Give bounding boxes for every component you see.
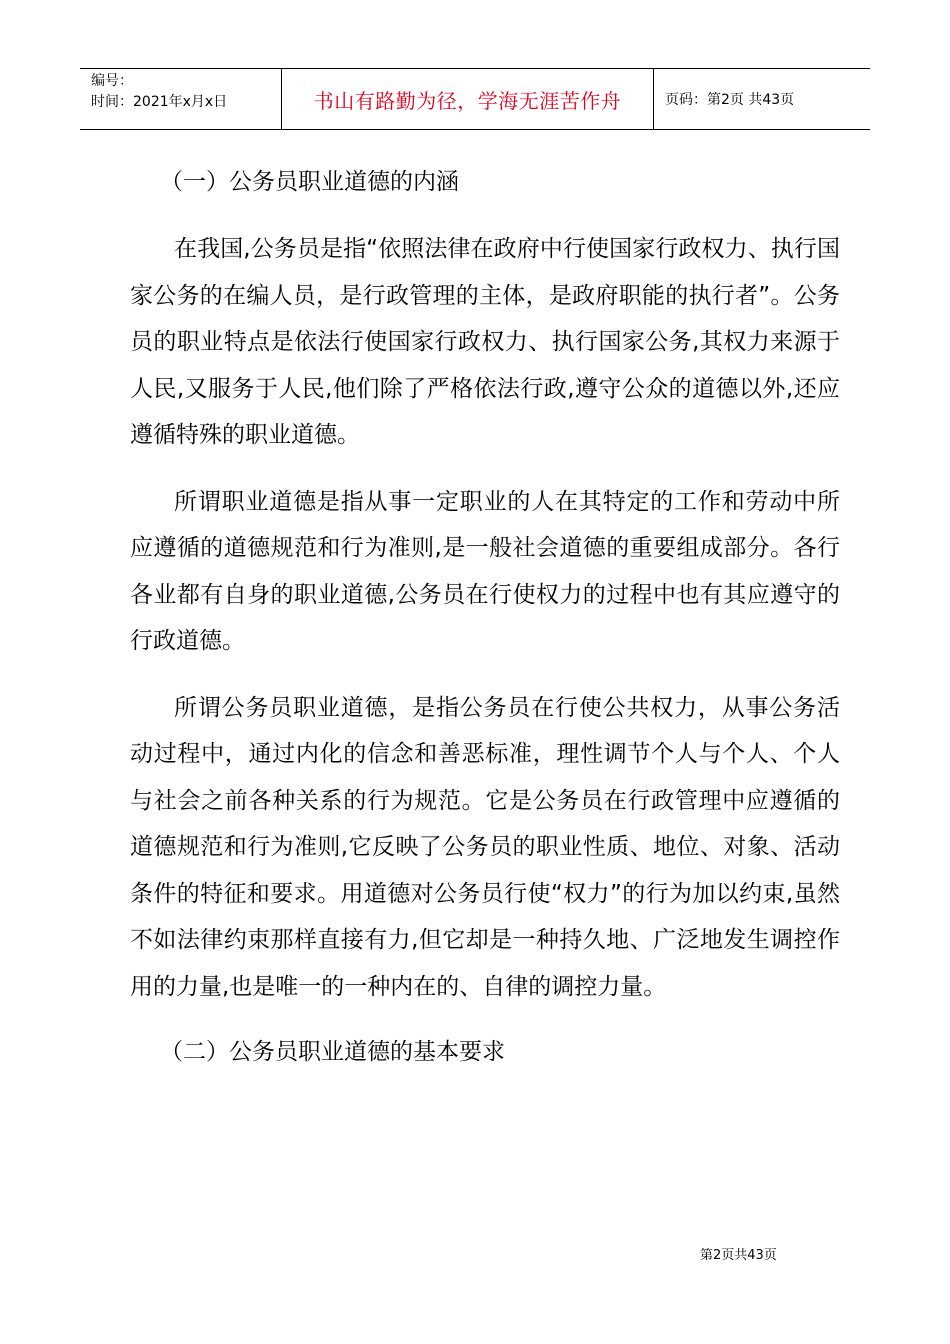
paragraph-3: 所谓公务员职业道德，是指公务员在行使公共权力，从事公务活动过程中，通过内化的信念和善恶标准，理性调节个人与个人、个人与社会之前各种关系的行为规范。它是公务员在行政管理中应遵循的道德规范和行为准则,它反映了公务员的职业性质、地位、对象、活动条件的特征和要求。用道德对公务员行使“权力”的行为加以约束,虽然不如法律约束那样直接有力,但它却是一种持久地、广泛地发生调控作用的力量,也是唯一的一种内在的、自律的调控力量。	[130, 694, 840, 1000]
motto-text: 书山有路勤为径，学海无涯苦作舟	[313, 88, 622, 113]
section-heading-2: （二）公务员职业道德的基本要求	[160, 1039, 505, 1065]
document-body	[130, 160, 840, 1074]
time-label: 时间：2021年x月x日	[91, 94, 228, 110]
header-page-cell	[654, 69, 870, 129]
number-label: 编号：	[91, 73, 133, 89]
section-heading-1: （一）公务员职业道德的内涵	[160, 169, 459, 195]
header-left-cell	[80, 69, 282, 129]
page-info: 页码：第2页 共43页	[665, 92, 795, 108]
header-table	[80, 68, 870, 130]
footer-page-number: 第2页共43页	[700, 1248, 777, 1263]
header-motto-cell	[282, 69, 654, 129]
paragraph-2: 所谓职业道德是指从事一定职业的人在其特定的工作和劳动中所应遵循的道德规范和行为准则,是一般社会道德的重要组成部分。各行各业都有自身的职业道德,公务员在行使权力的过程中也有其应遵守的行政道德。	[130, 488, 840, 654]
paragraph-1: 在我国,公务员是指“依照法律在政府中行使国家行政权力、执行国家公务的在编人员，是行政管理的主体，是政府职能的执行者”。公务员的职业特点是依法行使国家行政权力、执行国家公务,其权力来源于人民,又服务于人民,他们除了严格依法行政,遵守公众的道德以外,还应遵循特殊的职业道德。	[130, 236, 840, 448]
